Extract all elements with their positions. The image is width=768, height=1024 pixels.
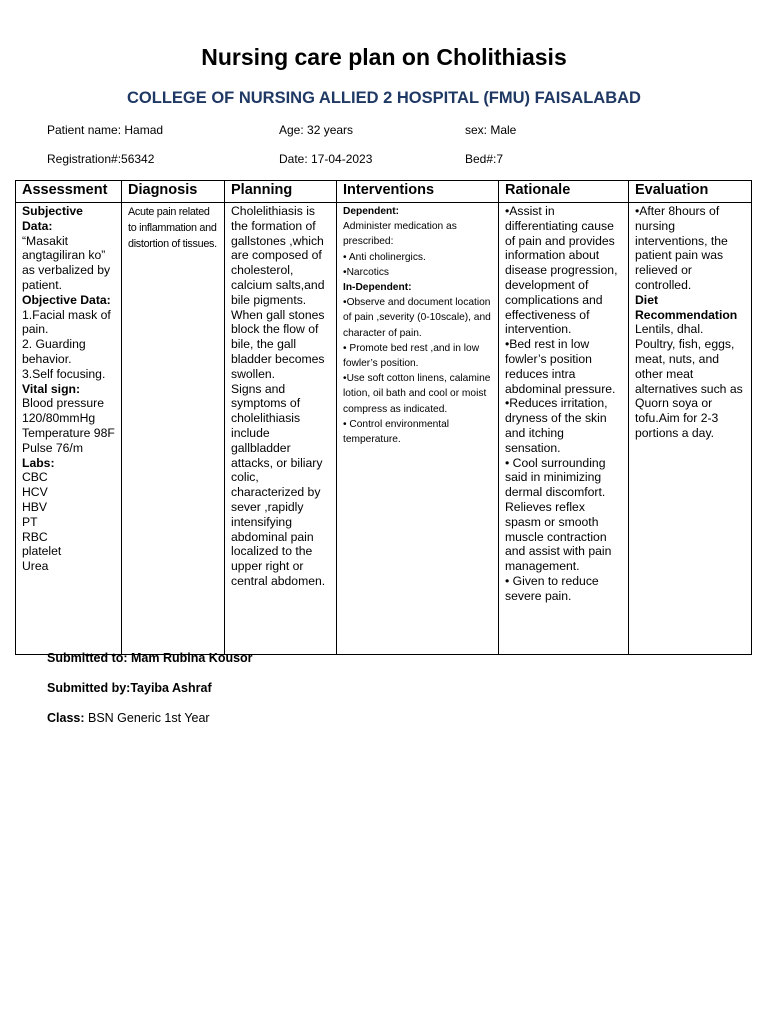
independent-heading: In-Dependent: [343,282,412,294]
dependent-heading: Dependent: [343,206,400,217]
rationale-text: •Assist in differentiating cause of pain and provides information about disease progression, development of complications and effectiveness of intervention. •Bed rest in low fowler’s position reduces intra abdominal pressure. •Reduces irritation, dryness of the skin and itching sensation. • Cool surrounding said in minimizing dermal discomfort. Relieves reflex spasm or smooth muscle contraction and assist with pain management. • Given to reduce severe pain. [505,204,618,603]
header-evaluation: Evaluation [629,181,752,203]
diagnosis-cell [122,203,225,655]
patient-date: Date: 17-04-2023 [279,152,373,166]
patient-bed: Bed#:7 [465,152,504,166]
independent-text: •Observe and document location of pain ,severity (0-10scale), and character of pain. • Promote bed rest ,and in low fowler’s position. •Use soft cotton linens, calamine lotion, oil bath and cool or moist compress as indicated. • Control environmental temperature. [343,297,491,446]
patient-age: Age: 32 years [279,123,354,137]
patient-sex: sex: Male [465,123,517,137]
class-value: BSN Generic 1st Year [84,711,210,725]
patient-name: Patient name: Hamad [47,123,164,137]
header-assessment: Assessment [16,181,122,203]
assessment-cell [16,203,122,655]
class-label: Class: [47,711,85,725]
patient-registration: Registration#:56342 [47,152,155,166]
planning-cell [225,203,337,655]
labs-text: CBC HCV HBV PT RBC platelet Urea [22,470,62,574]
dependent-text: Administer medication as prescribed: • Anti cholinergics. •Narcotics [343,221,457,278]
table-header-row [16,181,752,203]
labs-heading: Labs: [22,455,55,470]
vital-text: Blood pressure 120/80mmHg Temperature 98F Pulse 76/m [22,396,115,455]
subjective-text: “Masakit angtagiliran ko” as verbalized by patient. [22,233,111,292]
college-name: COLLEGE OF NURSING ALLIED 2 HOSPITAL (FMU) FAISALABAD [127,89,641,107]
planning-text: Cholelithiasis is the formation of gallstones ,which are composed of cholesterol, calcium salts,and bile pigments. When gall stones block the flow of bile, the gall bladder becomes swollen. Signs and symptoms of cholelithiasis include gallbladder attacks, or biliary colic, characterized by sever ,rapidly intensifying abdominal pain localized to the upper right or central abdomen. [231,204,326,588]
evaluation-text: •After 8hours of nursing interventions, the patient pain was relieved or controlled. [635,204,728,292]
submitted-to: Submitted to: Mam Rubina Kousor [47,651,253,665]
objective-text: 1.Facial mask of pain. 2. Guarding behavior. 3.Self focusing. [22,307,111,381]
vital-heading: Vital sign: [22,381,81,396]
rationale-cell [499,203,629,655]
diagnosis-text: Acute pain related to inflammation and distortion of tissues. [128,206,217,250]
header-diagnosis: Diagnosis [122,181,225,203]
diet-text: Lentils, dhal. Poultry, fish, eggs, meat, nuts, and other meat alternatives such as Quorn soya or tofu.Aim for 2-3 portions a day. [635,322,743,440]
table-row [16,203,752,655]
objective-heading: Objective Data: [22,292,111,307]
care-plan-table [15,180,752,655]
header-interventions: Interventions [337,181,499,203]
header-planning: Planning [225,181,337,203]
header-rationale: Rationale [499,181,629,203]
class-line [47,711,210,725]
interventions-cell [337,203,499,655]
submitted-by: Submitted by:Tayiba Ashraf [47,681,212,695]
document-title: Nursing care plan on Cholithiasis [201,44,567,70]
diet-heading: Diet Recommendation [635,292,738,322]
evaluation-cell [629,203,752,655]
subjective-heading: Subjective Data: [22,204,83,233]
